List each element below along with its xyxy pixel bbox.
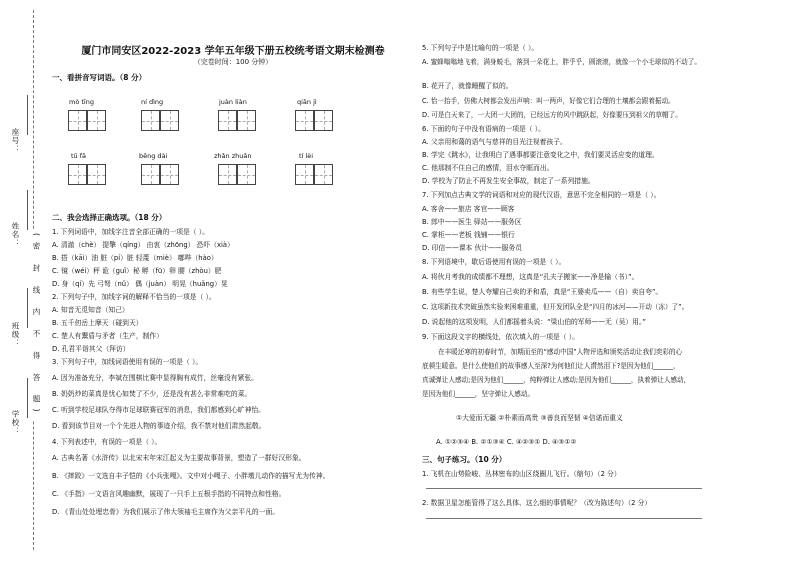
- passage-line: 底顿生暖意。是什么使他们的故事感人至深?为何他们让人潸然泪下?是因为他们______，: [422, 362, 680, 370]
- pinyin-6: bēng dài: [139, 152, 168, 160]
- question-line: B. 奶奶炒的菜真是忧心如焚了不少，还是没有甚么非常难吃的菜。: [52, 390, 252, 398]
- question-line: D. 《青山处处埋忠骨》为我们展示了伟大领袖毛主席作为父亲平凡的一面。: [52, 508, 280, 516]
- pinyin-5: tū fā: [71, 152, 87, 160]
- question-line: C. 楚人有鬻盾与矛者（生产，制作）: [52, 332, 164, 340]
- question-line: C. 镜（wéi）秤 诡（guǐ）秘 孵（fū）卵 腰（zhòu）肥: [52, 267, 222, 275]
- answer-line[interactable]: [426, 488, 702, 489]
- answer-box[interactable]: [295, 110, 314, 131]
- answer-box[interactable]: [160, 110, 179, 131]
- pinyin-4: qiān jì: [297, 98, 317, 106]
- question-line: B. 五千仞岳上摩天（碰到天）: [52, 319, 143, 327]
- question-line: A. 知音无觅知音（知己）: [52, 306, 129, 314]
- exam-title: 厦门市同安区2022-2023 学年五年级下册五校统考语文期末检测卷: [81, 46, 385, 57]
- question-line: A. 因为准备充分，李斌在围棋比赛中显得胸有成竹，丝毫没有紧张。: [52, 374, 258, 382]
- pinyin-7: zhǎn zhuǎn: [214, 152, 252, 160]
- question-line: D. 孔君平诣其父（拜访）: [52, 345, 130, 353]
- seat-label: 座号：: [11, 128, 20, 154]
- question-line: A. 父亲用和蔼的语气与慈祥的目光注视着孩子。: [422, 138, 567, 146]
- question-line: 6. 下面的句子中没有语病的一项是（ ）。: [422, 125, 545, 133]
- question-line: 1. 下列词语中，加线字注音全部正确的一项是（ ）。: [52, 228, 209, 236]
- answer-box[interactable]: [218, 110, 237, 131]
- pinyin-3: juàn liàn: [219, 98, 247, 106]
- question-line: 4. 下列表述中，有误的一项是（ ）。: [52, 438, 162, 446]
- question-line: A. 古典名著《水浒传》以北宋末年宋江起义为主要故事背景，塑造了一群好汉形象。: [52, 454, 306, 462]
- class-label: 班级：: [11, 322, 20, 348]
- school-label: 学校：: [11, 410, 20, 436]
- question-line: 5. 下列句子中是比喻句的一项是（ ）。: [422, 44, 539, 52]
- passage-line: 真诚弹让人感动;是因为他们______，纯粹弹让人感动;是因为他们______，执着弹让人感动，: [422, 376, 691, 384]
- answer-box[interactable]: [141, 110, 160, 131]
- question-line: D. 学校为了防止不再发生安全事故，制定了一系列措施。: [422, 177, 595, 185]
- name-label: 姓名：: [11, 222, 20, 248]
- question-line: D. 身（qí）先 弓弩（nǔ） 偶（juàn） 明晃（huǎng）晃: [52, 280, 228, 288]
- question-line: 9. 下面这段文字的横线处，依次填入的一项是（ ）。: [422, 333, 579, 341]
- question-line: C. 《手指》一文语言风趣幽默，展现了一只手上五根手指的不同特点和性格。: [52, 490, 286, 498]
- answer-line[interactable]: [426, 518, 702, 519]
- answer-box[interactable]: [87, 110, 106, 131]
- seat-line: [27, 95, 28, 135]
- passage-line: 是因为他们______，坚守弹让人感动。: [422, 390, 535, 398]
- pinyin-8: tí lèi: [299, 152, 314, 160]
- answer-box[interactable]: [141, 164, 160, 185]
- passage-line: 在丰暖还寒的初春时节，加期而至的“感动中国”人物评选和颁奖活动让我们奕彩的心: [438, 348, 683, 356]
- question-line: B. 郎中——医生 驿站——服务区: [422, 218, 522, 226]
- pinyin-2: ní dìng: [141, 98, 164, 106]
- answer-box[interactable]: [87, 164, 106, 185]
- question-line: 1. 飞机在山势险峻、丛林密布的山区绕圈儿飞行。（缩句）（2 分）: [422, 470, 621, 478]
- question-line: C. 怡一抬手，仿佛大树都会发出声响：叫一两声，好像它们合理的土壤都会跟着振动。: [422, 97, 675, 105]
- question-line: C. 他那制不住自己的感情，泪水夺眶而出。: [422, 164, 554, 172]
- section-3-heading: 三、句子练习。（10 分）: [422, 455, 507, 464]
- question-line: D. 印信——课本 伙计——服务员: [422, 244, 523, 252]
- seal-notice: (密 封 线 内 不 得 答 题): [31, 230, 42, 421]
- question-line: B. 搭（kāi）油 脏（pí）脏 轻蔑（miè） 嘟哔（hào）: [52, 254, 218, 262]
- answer-box[interactable]: [68, 110, 87, 131]
- question-line: A. 蜜蜂嗡嗡地飞着，满身蜕毛，落到一朵花上，胖乎乎，圆滚滚，就像一个小毛球似的不动了。: [422, 58, 701, 66]
- answer-box[interactable]: [295, 164, 314, 185]
- phrase-options: ①大爱而无疆 ②朴素而高贵 ③善良而坚韧 ④信诺而重义: [456, 414, 623, 422]
- answer-box[interactable]: [218, 164, 237, 185]
- answer-box[interactable]: [68, 164, 87, 185]
- binding-margin: [0, 0, 40, 561]
- question-line: B. 《摔跤》一文选自丰子恺的《小兵张嘎》。文中对小嘎子、小胖墩儿动作的描写尤为传神。: [52, 472, 330, 480]
- answer-box[interactable]: [237, 164, 256, 185]
- question-line: D. 可是白天来了，一大团一大团的，已经远方的风中跳跃起，好像要压到祖父的草帽了。: [422, 111, 682, 119]
- question-line: 2. 下列句子中，加线字词的解释不恰当的一项是（ ）。: [52, 293, 216, 301]
- question-line: A. 将伙月考我的成绩都不理想，这真是“孔夫子搬家——净是输（书）”。: [422, 273, 639, 281]
- question-line: C. 这项新技术突破虽然实验来困难重重，但开发团队全是“四月的冰河——开动（冻）了”。: [422, 303, 689, 311]
- question-line: C. 掌柜——老板 钱铺——银行: [422, 231, 515, 239]
- question-line: 2. 数据卫星怎能管得了这么具体、这么细的事情呢？（改为陈述句）（2 分）: [422, 499, 652, 507]
- answer-box[interactable]: [314, 110, 333, 131]
- answer-options: A. ①②③④ B. ②①③④ C. ④②③① D. ④③①②: [436, 438, 577, 446]
- section-2-heading: 二、我会选择正确选项。（18 分）: [52, 213, 167, 222]
- question-line: A. 清澈（chè） 提擎（qíng） 由衷（zhōng） 恐吓（xià）: [52, 241, 234, 249]
- exam-duration: （完卷时间：100 分钟）: [193, 58, 273, 66]
- question-line: C. 听到学校足球队夺得市足球联赛冠军的消息，我们都感到心旷神怡。: [52, 406, 265, 414]
- question-line: 8. 下列语境中，歇后语使用有误的一项是（ ）。: [422, 258, 566, 266]
- section-1-heading: 一、看拼音写词语。（8 分）: [52, 73, 147, 82]
- answer-box[interactable]: [314, 164, 333, 185]
- pinyin-1: mò tīng: [69, 98, 94, 106]
- question-line: 3. 下列句子中，加线词语使用有误的一项是（ ）。: [52, 358, 203, 366]
- question-line: 7. 下列加点古典文学的词语和对应的现代汉语，意思不完全相同的一项是（ ）。: [422, 191, 661, 199]
- question-line: B. 学完《跳水》，让我明白了遇事都要注意变化之中，我们要灵活应变的道理。: [422, 151, 659, 159]
- name-line: [27, 190, 28, 230]
- question-line: D. 说起他的这项发明，人们都摇着头说：“梁山伯的军师——无（吴）用。”: [422, 318, 646, 326]
- class-line: [27, 288, 28, 328]
- question-line: A. 客舍——旅店 客官——顾客: [422, 205, 515, 213]
- answer-box[interactable]: [237, 110, 256, 131]
- question-line: B. 有些学生说，楚人夸耀自己卖的矛和盾，真是“王婆卖瓜——（自）卖自夸”。: [422, 288, 663, 296]
- question-line: B. 花开了，就像睡醒了似的。: [422, 82, 513, 90]
- school-line: [27, 378, 28, 418]
- question-line: D. 看到该节目对一个个先进人物的事迹介绍，我不禁对他们肃然起敬。: [52, 422, 266, 430]
- answer-box[interactable]: [160, 164, 179, 185]
